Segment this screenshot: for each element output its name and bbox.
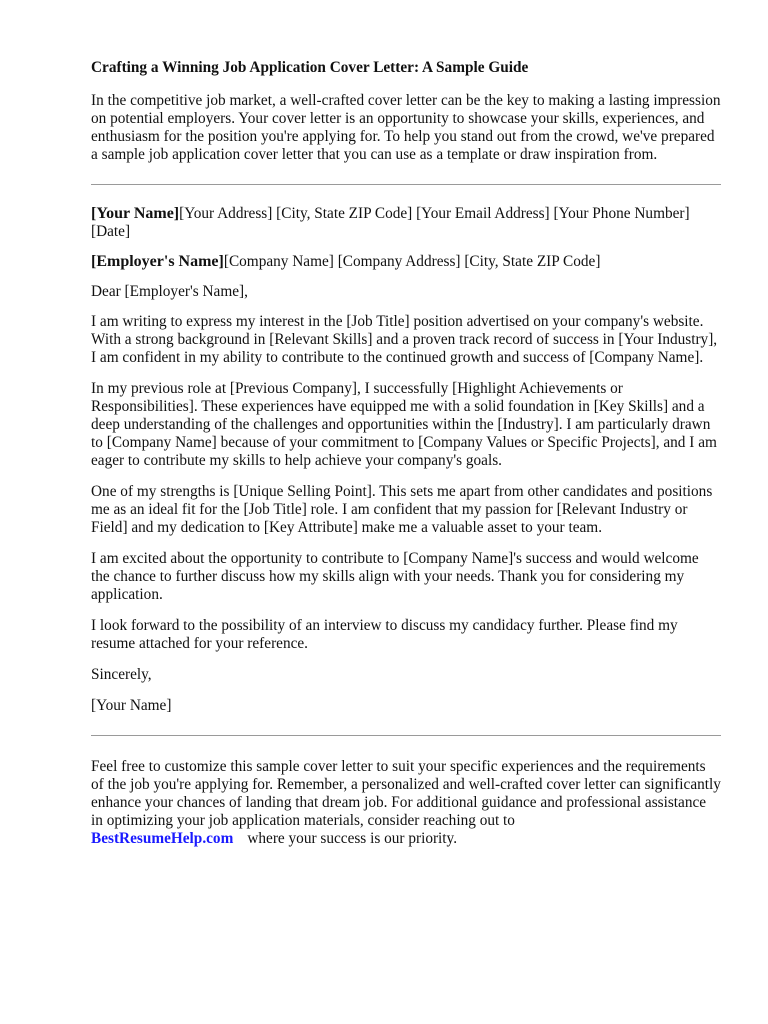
letter-paragraph-5: I look forward to the possibility of an interview to discuss my candidacy further. Please find my resume attached for your reference. xyxy=(91,617,678,652)
divider-top xyxy=(91,184,721,185)
bestresumehelp-link[interactable]: BestResumeHelp.com xyxy=(91,830,234,847)
employer-details: [Company Name] [Company Address] [City, State ZIP Code] xyxy=(223,253,601,270)
employer-block xyxy=(91,253,721,271)
letter-paragraph-4: I am excited about the opportunity to contribute to [Company Name]'s success and would welcome the chance to further discuss how my skills align with your needs. Thank you for considering my application. xyxy=(91,550,699,603)
letter-paragraph-2: In my previous role at [Previous Company], I successfully [Highlight Achievements or Responsibilities]. These experiences have equipped me with a solid foundation in [Key Skills] and a deep understanding of the challenges and opportunities within the [Industry]. I am particularly drawn to [Company Name] because of your commitment to [Company Values or Specific Projects], and I am eager to contribute my skills to help achieve your company's goals. xyxy=(91,380,717,469)
footer-paragraph xyxy=(91,758,721,848)
document-page xyxy=(91,58,721,848)
sender-name: [Your Name] xyxy=(91,205,180,222)
salutation: Dear [Employer's Name], xyxy=(91,283,248,300)
footer-text: Feel free to customize this sample cover letter to suit your specific experiences and the requirements of the job you're applying for. Remember, a personalized and well-crafted cover letter can significantly enhance your chances of landing that dream job. For additional guidance and professional assistance in optimizing your job application materials, consider reaching out to xyxy=(91,758,721,829)
closing: Sincerely, xyxy=(91,666,152,683)
sender-details: [Your Address] [City, State ZIP Code] [Your Email Address] [Your Phone Number] [Date] xyxy=(91,205,690,240)
divider-bottom xyxy=(91,735,721,736)
letter-paragraph-3: One of my strengths is [Unique Selling Point]. This sets me apart from other candidates and positions me as an ideal fit for the [Job Title] role. I am confident that my passion for [Relevant Industry or Field] and my dedication to [Key Attribute] make me a valuable asset to your team. xyxy=(91,483,713,536)
employer-name: [Employer's Name] xyxy=(91,253,224,270)
intro-paragraph: In the competitive job market, a well-crafted cover letter can be the key to making a lasting impression on potential employers. Your cover letter is an opportunity to showcase your skills, experiences, and enthusiasm for the position you're applying for. To help you stand out from the crowd, we've prepared a sample job application cover letter that you can use as a template or draw inspiration from. xyxy=(91,92,721,163)
letter-paragraph-1: I am writing to express my interest in the [Job Title] position advertised on your company's website. With a strong background in [Relevant Skills] and a proven track record of success in [Your Industry], I am confident in my ability to contribute to the continued growth and success of [Company Name]. xyxy=(91,313,718,366)
footer-tail: where your success is our priority. xyxy=(247,830,458,847)
signature: [Your Name] xyxy=(91,697,172,714)
document-title: Crafting a Winning Job Application Cover Letter: A Sample Guide xyxy=(91,59,529,76)
sender-block xyxy=(91,205,721,241)
